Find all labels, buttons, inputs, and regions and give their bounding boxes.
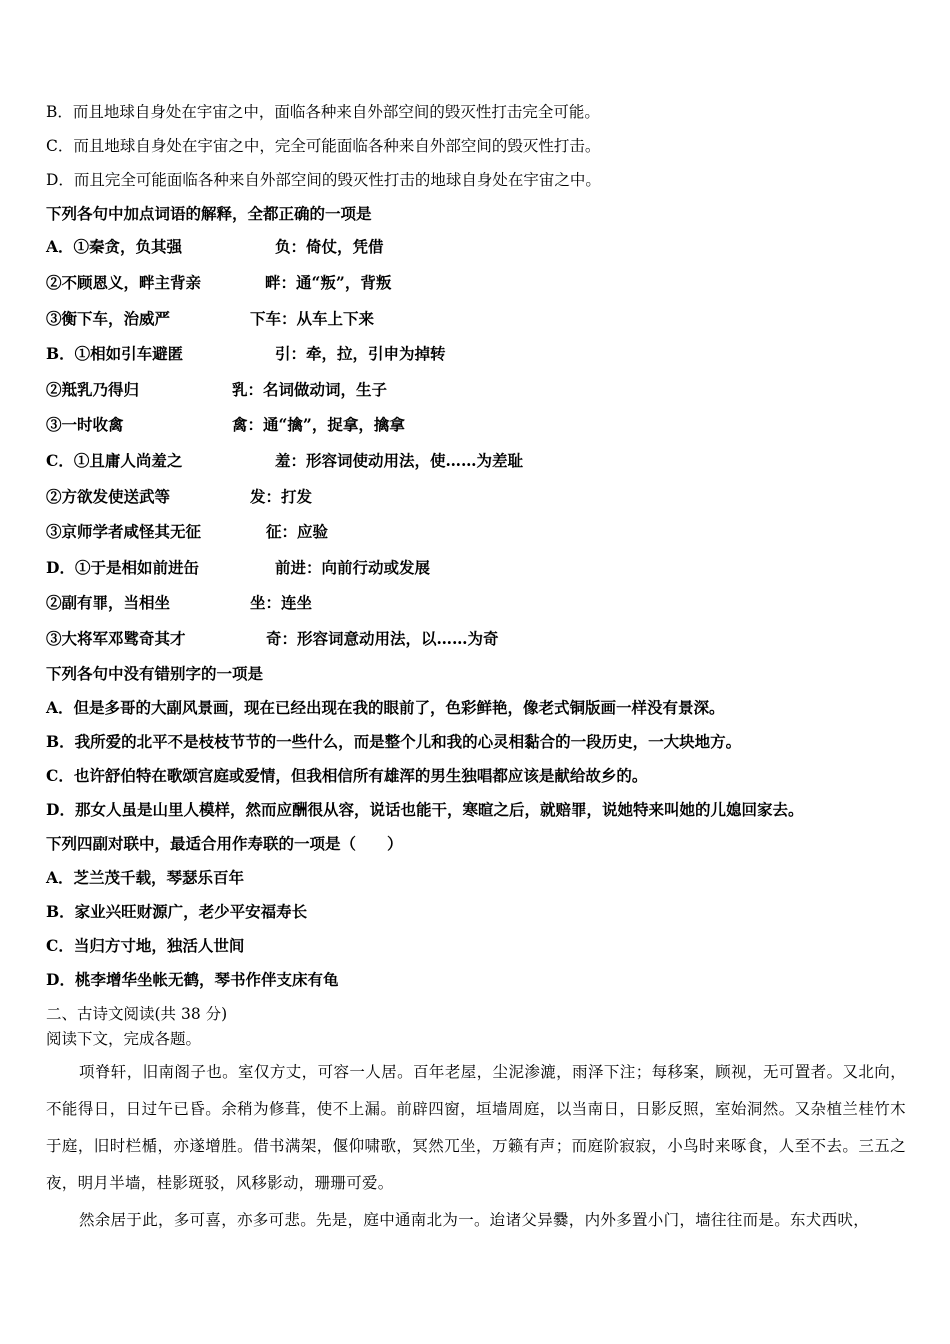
- q1-gloss-b3: 禽：通“擒”，捉拿，擒拿: [232, 415, 405, 434]
- q1-row-b3: ③一时收禽: [46, 415, 124, 434]
- q1-gloss-c3: 征：应验: [266, 522, 329, 541]
- q2-option-c: C．也许舒伯特在歌颂宫庭或爱情，但我相信所有雄浑的男生独唱都应该是献给故乡的。: [46, 766, 648, 785]
- q1-row-d1: D．①于是相如前进缶: [46, 558, 199, 577]
- section-title: 二、古诗文阅读(共 38 分): [46, 1005, 228, 1023]
- passage-paragraph-1: 项脊轩，旧南阁子也。室仅方丈，可容一人居。百年老屋，尘泥渗漉，雨泽下注；每移案，顾视，无可置者。又北向，不能得日，日过午已昏。余稍为修葺，使不上漏。前辟四窗，垣墙周庭，以当南日，日影反照，室始洞然。又杂植兰桂竹木于庭，旧时栏楯，亦遂增胜。借书满架，偃仰啸歌，冥然兀坐，万籁有声；而庭阶寂寂，小鸟时来啄食，人至不去。三五之夜，明月半墙，桂影斑驳，风移影动，珊珊可爱。: [46, 1063, 906, 1192]
- q1-gloss-a1: 负：倚仗，凭借: [275, 237, 384, 256]
- prev-option-d: D．而且完全可能面临各种来自外部空间的毁灭性打击的地球自身处在宇宙之中。: [46, 171, 601, 189]
- q3-option-a: A．芝兰茂千载，琴瑟乐百年: [46, 868, 245, 887]
- q1-gloss-b1: 引：牵，拉，引申为掉转: [275, 344, 446, 363]
- q2-option-b: B．我所爱的北平不是枝枝节节的一些什么，而是整个儿和我的心灵相黏合的一段历史，一大块地方。: [46, 732, 742, 751]
- q1-stem: 下列各句中加点词语的解释，全都正确的一项是: [46, 204, 372, 223]
- q1-row-d3: ③大将军邓骘奇其才: [46, 629, 186, 648]
- q1-row-a3: ③衡下车，治威严: [46, 309, 171, 328]
- q1-row-c2: ②方欲发使送武等: [46, 487, 171, 506]
- q1-row-c3: ③京师学者咸怪其无征: [46, 522, 202, 541]
- q1-row-a1: A．①秦贪，负其强: [46, 237, 183, 256]
- q1-gloss-c1: 羞：形容词使动用法，使……为差耻: [275, 451, 524, 470]
- q1-row-c1: C．①且庸人尚羞之: [46, 451, 183, 470]
- q3-option-c: C．当归方寸地，独活人世间: [46, 936, 245, 955]
- q1-gloss-b2: 乳：名词做动词，生子: [232, 380, 388, 399]
- q1-gloss-a3: 下车：从车上下来: [250, 309, 375, 328]
- q1-gloss-d2: 坐：连坐: [250, 593, 313, 612]
- prev-option-b: B．而且地球自身处在宇宙之中，面临各种来自外部空间的毁灭性打击完全可能。: [46, 103, 600, 121]
- q1-row-b1: B．①相如引车避匿: [46, 344, 184, 363]
- q1-gloss-a2: 畔：通“叛”，背叛: [265, 273, 392, 292]
- q1-row-d2: ②副有罪，当相坐: [46, 593, 171, 612]
- q2-stem: 下列各句中没有错别字的一项是: [46, 664, 264, 683]
- reading-instruction: 阅读下文，完成各题。: [46, 1030, 202, 1048]
- q2-option-a: A．但是多哥的大副风景画，现在已经出现在我的眼前了，色彩鲜艳，像老式铜版画一样没有景深。: [46, 698, 725, 717]
- passage-paragraph-2: 然余居于此，多可喜，亦多可悲。先是，庭中通南北为一。迨诸父异爨，内外多置小门，墙往往而是。东犬西吠，: [79, 1211, 870, 1229]
- q1-row-a2: ②不顾恩义，畔主背亲: [46, 273, 202, 292]
- q1-gloss-d1: 前进：向前行动或发展: [275, 558, 431, 577]
- q1-gloss-d3: 奇：形容词意动用法，以……为奇: [266, 629, 499, 648]
- q1-row-b2: ②羝乳乃得归: [46, 380, 140, 399]
- q3-stem: 下列四副对联中，最适合用作寿联的一项是（ ）: [46, 834, 403, 853]
- q3-option-b: B．家业兴旺财源广，老少平安福寿长: [46, 902, 308, 921]
- q1-gloss-c2: 发：打发: [250, 487, 313, 506]
- q3-option-d: D．桃李增华坐帐无鹤，琴书作伴支床有龟: [46, 970, 339, 989]
- q2-option-d: D．那女人虽是山里人模样，然而应酬很从容，说话也能干，寒暄之后，就赔罪，说她特来叫她的儿媳回家去。: [46, 800, 804, 819]
- prev-option-c: C．而且地球自身处在宇宙之中，完全可能面临各种来自外部空间的毁灭性打击。: [46, 137, 601, 155]
